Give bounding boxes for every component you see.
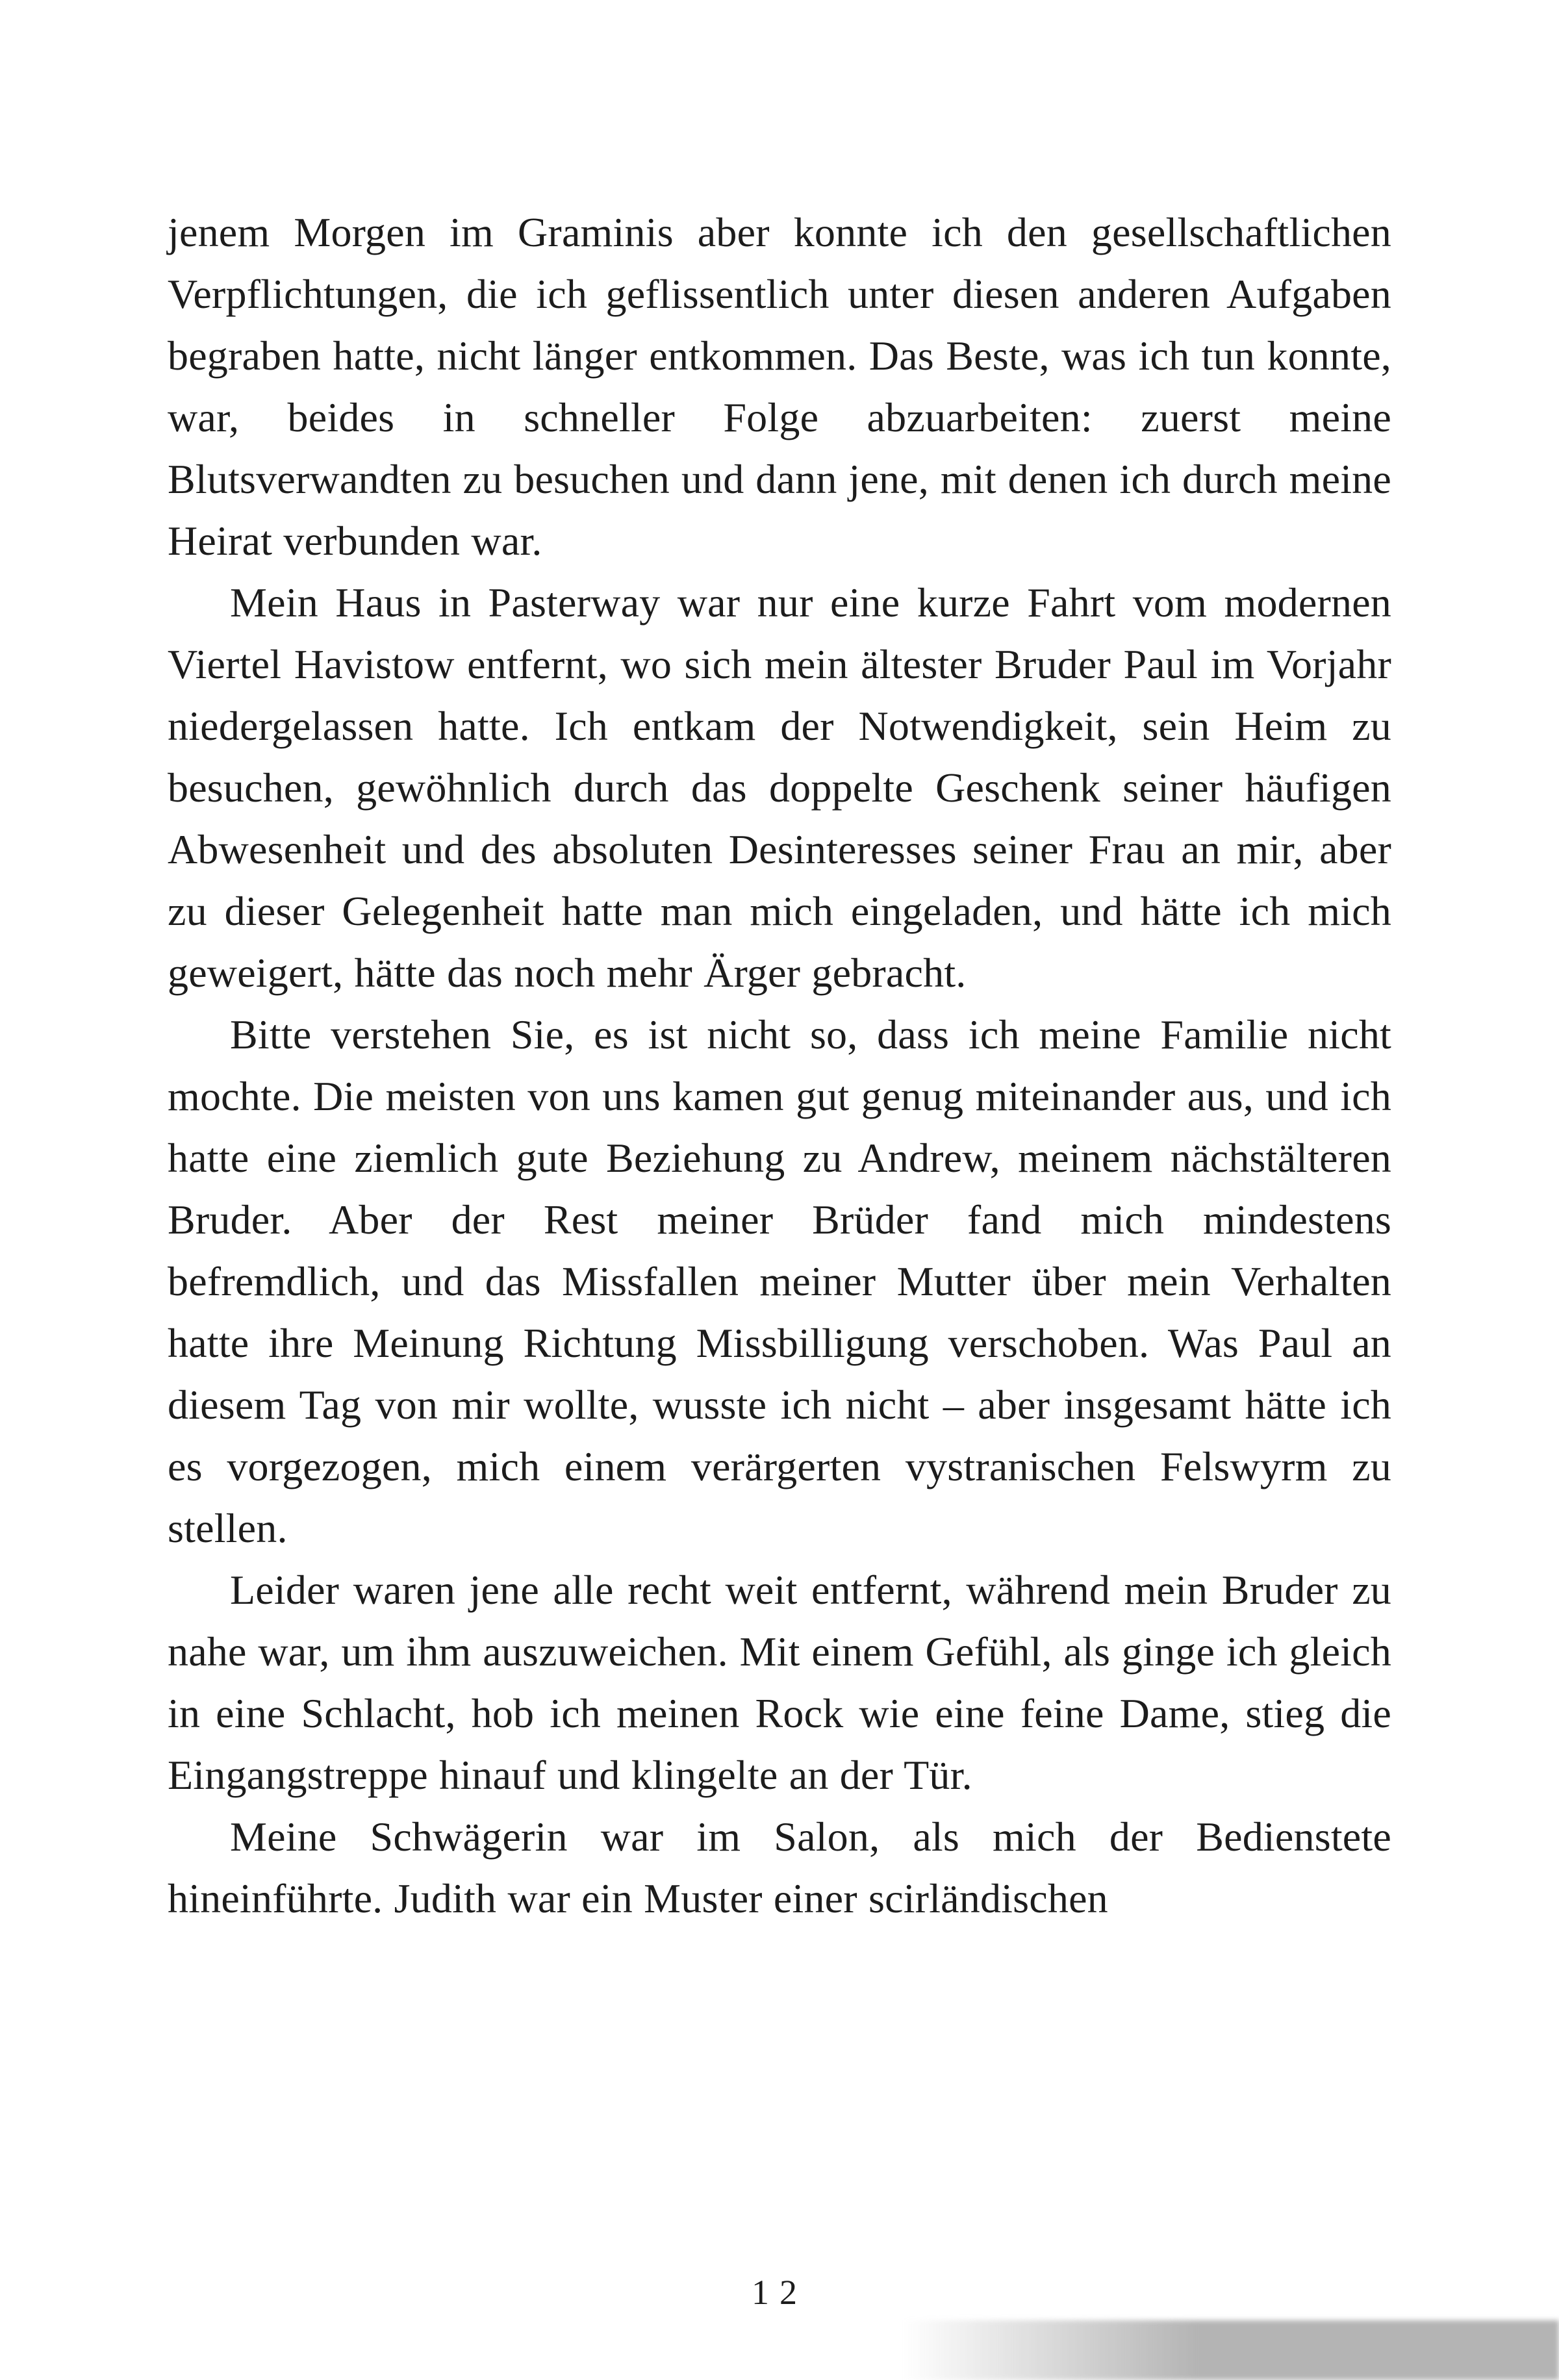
paragraph: Meine Schwägerin war im Salon, als mich der Bedienstete hineinführte. Judith war ein Muster einer scirländischen [168, 1814, 1391, 1921]
paragraph: Mein Haus in Pasterway war nur eine kurze Fahrt vom modernen Viertel Havistow entfernt, wo sich mein ältester Bruder Paul im Vorjahr niedergelassen hatte. Ich entkam der Notwendigkeit, sein Heim zu besuchen, gewöhnlich durch das doppelte Geschenk seiner häufigen Abwesenheit und des absoluten Desinteresses seiner Frau an mir, aber zu dieser Gelegenheit hatte man mich eingeladen, und hätte ich mich geweigert, hätte das noch mehr Ärger gebracht. [168, 579, 1391, 996]
paragraph: jenem Morgen im Graminis aber konnte ich den gesellschaftlichen Verpflichtungen, die ich geflissentlich unter diesen anderen Aufgaben begraben hatte, nicht länger entkommen. Das Beste, was ich tun konnte, war, beides in schneller Folge abzuarbeiten: zuerst meine Blutsverwandten zu besuchen und dann jene, mit denen ich durch meine Heirat verbunden war. [168, 209, 1391, 564]
page-text [168, 201, 1391, 1929]
page-corner-shadow [903, 2320, 1559, 2380]
paragraph: Bitte verstehen Sie, es ist nicht so, dass ich meine Familie nicht mochte. Die meisten von uns kamen gut genug miteinander aus, und ich hatte eine ziemlich gute Beziehung zu Andrew, meinem nächstälteren Bruder. Aber der Rest meiner Brüder fand mich mindestens befremdlich, und das Missfallen meiner Mutter über mein Verhalten hatte ihre Meinung Richtung Missbilligung verschoben. Was Paul an diesem Tag von mir wollte, wusste ich nicht – aber insgesamt hätte ich es vorgezogen, mich einem verärgerten vystranischen Felswyrm zu stellen. [168, 1011, 1391, 1551]
paragraph: Leider waren jene alle recht weit entfernt, während mein Bruder zu nahe war, um ihm auszuweichen. Mit einem Gefühl, als ginge ich gleich in eine Schlacht, hob ich meinen Rock wie eine feine Dame, stieg die Eingangstreppe hinauf und klingelte an der Tür. [168, 1567, 1391, 1798]
page-number: 12 [752, 2273, 807, 2312]
